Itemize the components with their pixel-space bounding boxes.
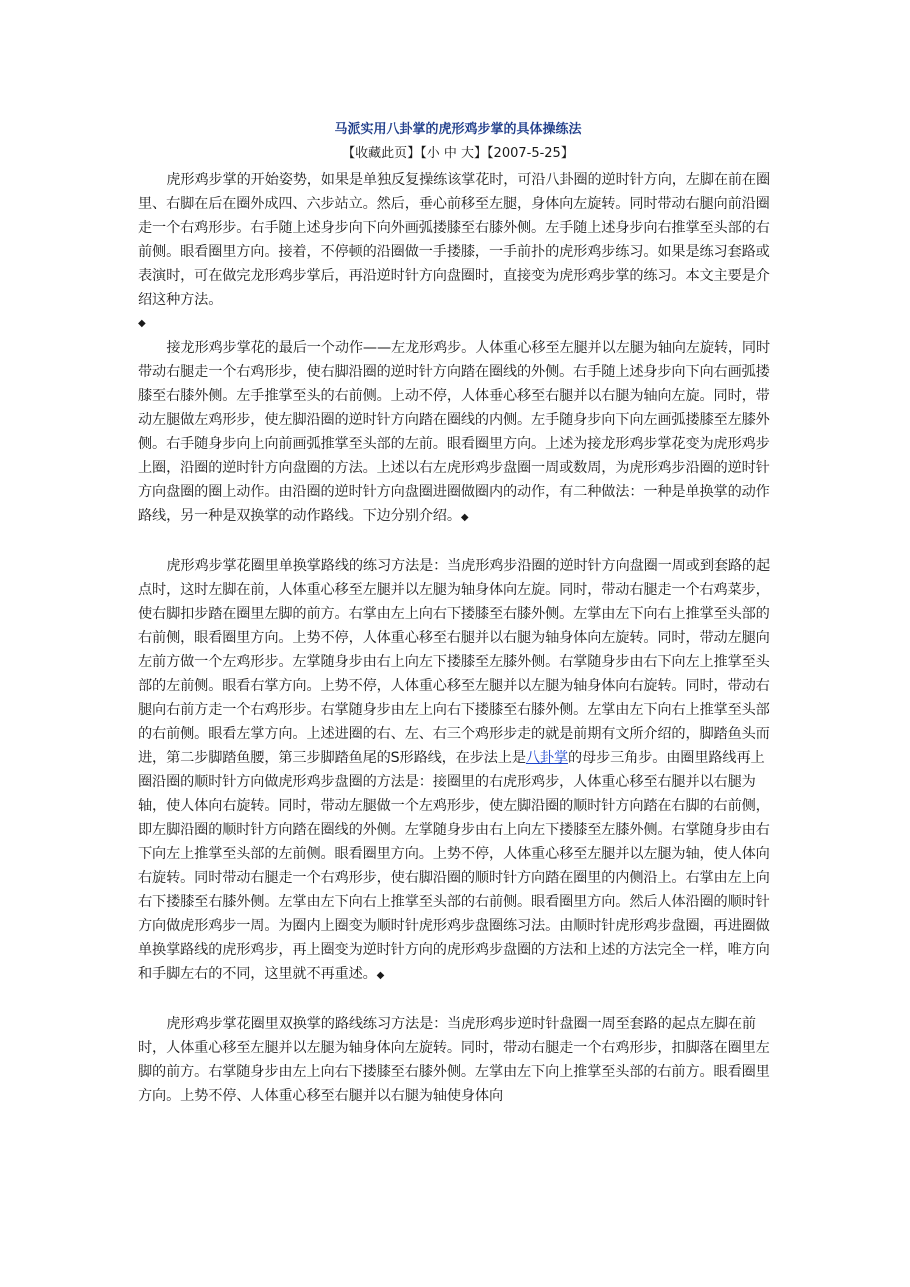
font-size-small-link[interactable]: 小 [426, 146, 440, 161]
article [138, 118, 778, 1108]
font-size-medium-link[interactable]: 中 [443, 146, 457, 161]
paragraph-transition: 接龙形鸡步掌花的最后一个动作——左龙形鸡步。人体重心移至左腿并以左腿为轴向左旋转，同时带动右腿走一个右鸡形步，使右脚沿圈的逆时针方向踏在圈线的外侧。右手随上述身步向下向右画弧搂膝至右膝外侧。左手推掌至头的右前侧。上动不停，人体垂心移至右腿并以右腿为轴向左旋。同时，带动左腿做左鸡形步，使左脚沿圈的逆时针方向踏在圈线的内侧。左手随身步向下向左画弧搂膝至左膝外侧。右手随身步向上向前画弧推掌至头部的左前。眼看圈里方向。上述为接龙形鸡步掌花变为虎形鸡步上圈，沿圈的逆时针方向盘圈的方法。上述以右左虎形鸡步盘圈一周或数周，为虎形鸡步沿圈的逆时针方向盘圈的圈上动作。由沿圈的逆时针方向盘圈进圈做圈内的动作，有二种做法：一种是单换掌的动作路线，另一种是双换掌的动作路线。下边分别介绍。◆ [138, 340, 771, 524]
paragraph-start-posture: 虎形鸡步掌的开始姿势，如果是单独反复操练该掌花时，可沿八卦圈的逆时针方向，左脚在前在圈里、右脚在后在圈外成四、六步站立。然后，垂心前移至左腿，身体向左旋转。同时带动右腿向前沿圈走一个右鸡形步。右手随上述身步向下向外画弧搂膝至右膝外侧。左手随上述身步向右推掌至头部的右前侧。眼看圈里方向。接着，不停顿的沿圈做一手搂膝，一手前扑的虎形鸡步练习。如果是练习套路或表演时，可在做完龙形鸡步掌后，再沿逆时针方向盘圈时，直接变为虎形鸡步掌的练习。本文主要是介绍这种方法。 [138, 172, 771, 308]
paragraph-single-change: 虎形鸡步掌花圈里单换掌路线的练习方法是：当虎形鸡步沿圈的逆时针方向盘圈一周或到套路的起点时，这时左脚在前，人体重心移至左腿并以左腿为轴身体向左旋。同时，带动右腿走一个右鸡菜步，使右脚扣步踏在圈里左脚的前方。右掌由左上向右下搂膝至右膝外侧。左掌由左下向右上推掌至头部的右前侧，眼看圈里方向。上势不停，人体重心移至右腿并以右腿为轴身体向左旋转。同时，带动左腿向左前方做一个左鸡形步。左掌随身步由右上向左下搂膝至左膝外侧。右掌随身步由右下向左上推掌至头部的左前侧。眼看右掌方向。上势不停，人体重心移至左腿并以左腿为轴身体向右旋转。同时，带动右腿向右前方走一个右鸡形步。右掌随身步由左上向右下搂膝至右膝外侧。左掌由左下向右上推掌至头部的右前侧。眼看左掌方向。上述进圈的右、左、右三个鸡形步走的就是前期有文所介绍的，脚踏鱼头而进，第二步脚踏鱼腰，第三步脚踏鱼尾的S形路线，在步法上是八卦掌的母步三角步。由圈里路线再上圈沿圈的顺时针方向做虎形鸡步盘圈的方法是：接圈里的右虎形鸡步，人体重心移至右腿并以右腿为轴，使人体向右旋转。同时，带动左腿做一个左鸡形步，使左脚沿圈的顺时针方向踏在右脚的右前侧，即左脚沿圈的顺时针方向踏在圈线的外侧。左掌随身步由右上向左下搂膝至左膝外侧。右掌随身步由右下向左上推掌至头部的左前侧。眼看圈里方向。上势不停，人体重心移至左腿并以左腿为轴，使人体向右旋转。同时带动右腿走一个右鸡形步，使右脚沿圈的顺时针方向踏在圈里的内侧沿上。右掌由左上向右下搂膝至右膝外侧。左掌由左下向右上推掌至头部的右前侧。眼看圈里方向。然后人体沿圈的顺时针方向做虎形鸡步一周。为圈内上圈变为顺时针虎形鸡步盘圈练习法。由顺时针虎形鸡步盘圈，再进圈做单换掌路线的虎形鸡步，再上圈变为逆时针方向的虎形鸡步盘圈的方法和上述的方法完全一样，唯方向和手脚左右的不同，这里就不再重述。◆ [138, 558, 771, 982]
bullet-icon: ◆ [376, 970, 385, 981]
bullet-icon: ◆ [460, 512, 469, 523]
article-meta: 【收藏此页】【小 中 大】【2007-5-25】 [342, 146, 574, 161]
font-size-large-link[interactable]: 大 [461, 146, 475, 161]
article-title: 马派实用八卦掌的虎形鸡步掌的具体操练法 [334, 122, 582, 137]
baguazhang-link[interactable]: 八卦掌 [525, 750, 568, 766]
paragraph-double-change: 虎形鸡步掌花圈里双换掌的路线练习方法是：当虎形鸡步逆时针盘圈一周至套路的起点左脚在前时，人体重心移至左腿并以左腿为轴身体向左旋转。同时，带动右腿走一个右鸡形步，扣脚落在圈里左脚的前方。右掌随身步由左上向右下搂膝至右膝外侧。左掌由左下向上推掌至头部的右前方。眼看圈里方向。上势不停、人体重心移至右腿并以右腿为轴使身体向 [138, 1016, 770, 1104]
bullet-icon: ◆ [138, 318, 146, 329]
publish-date: 2007-5-25 [493, 146, 561, 161]
bookmark-link[interactable]: 收藏此页 [355, 146, 408, 161]
